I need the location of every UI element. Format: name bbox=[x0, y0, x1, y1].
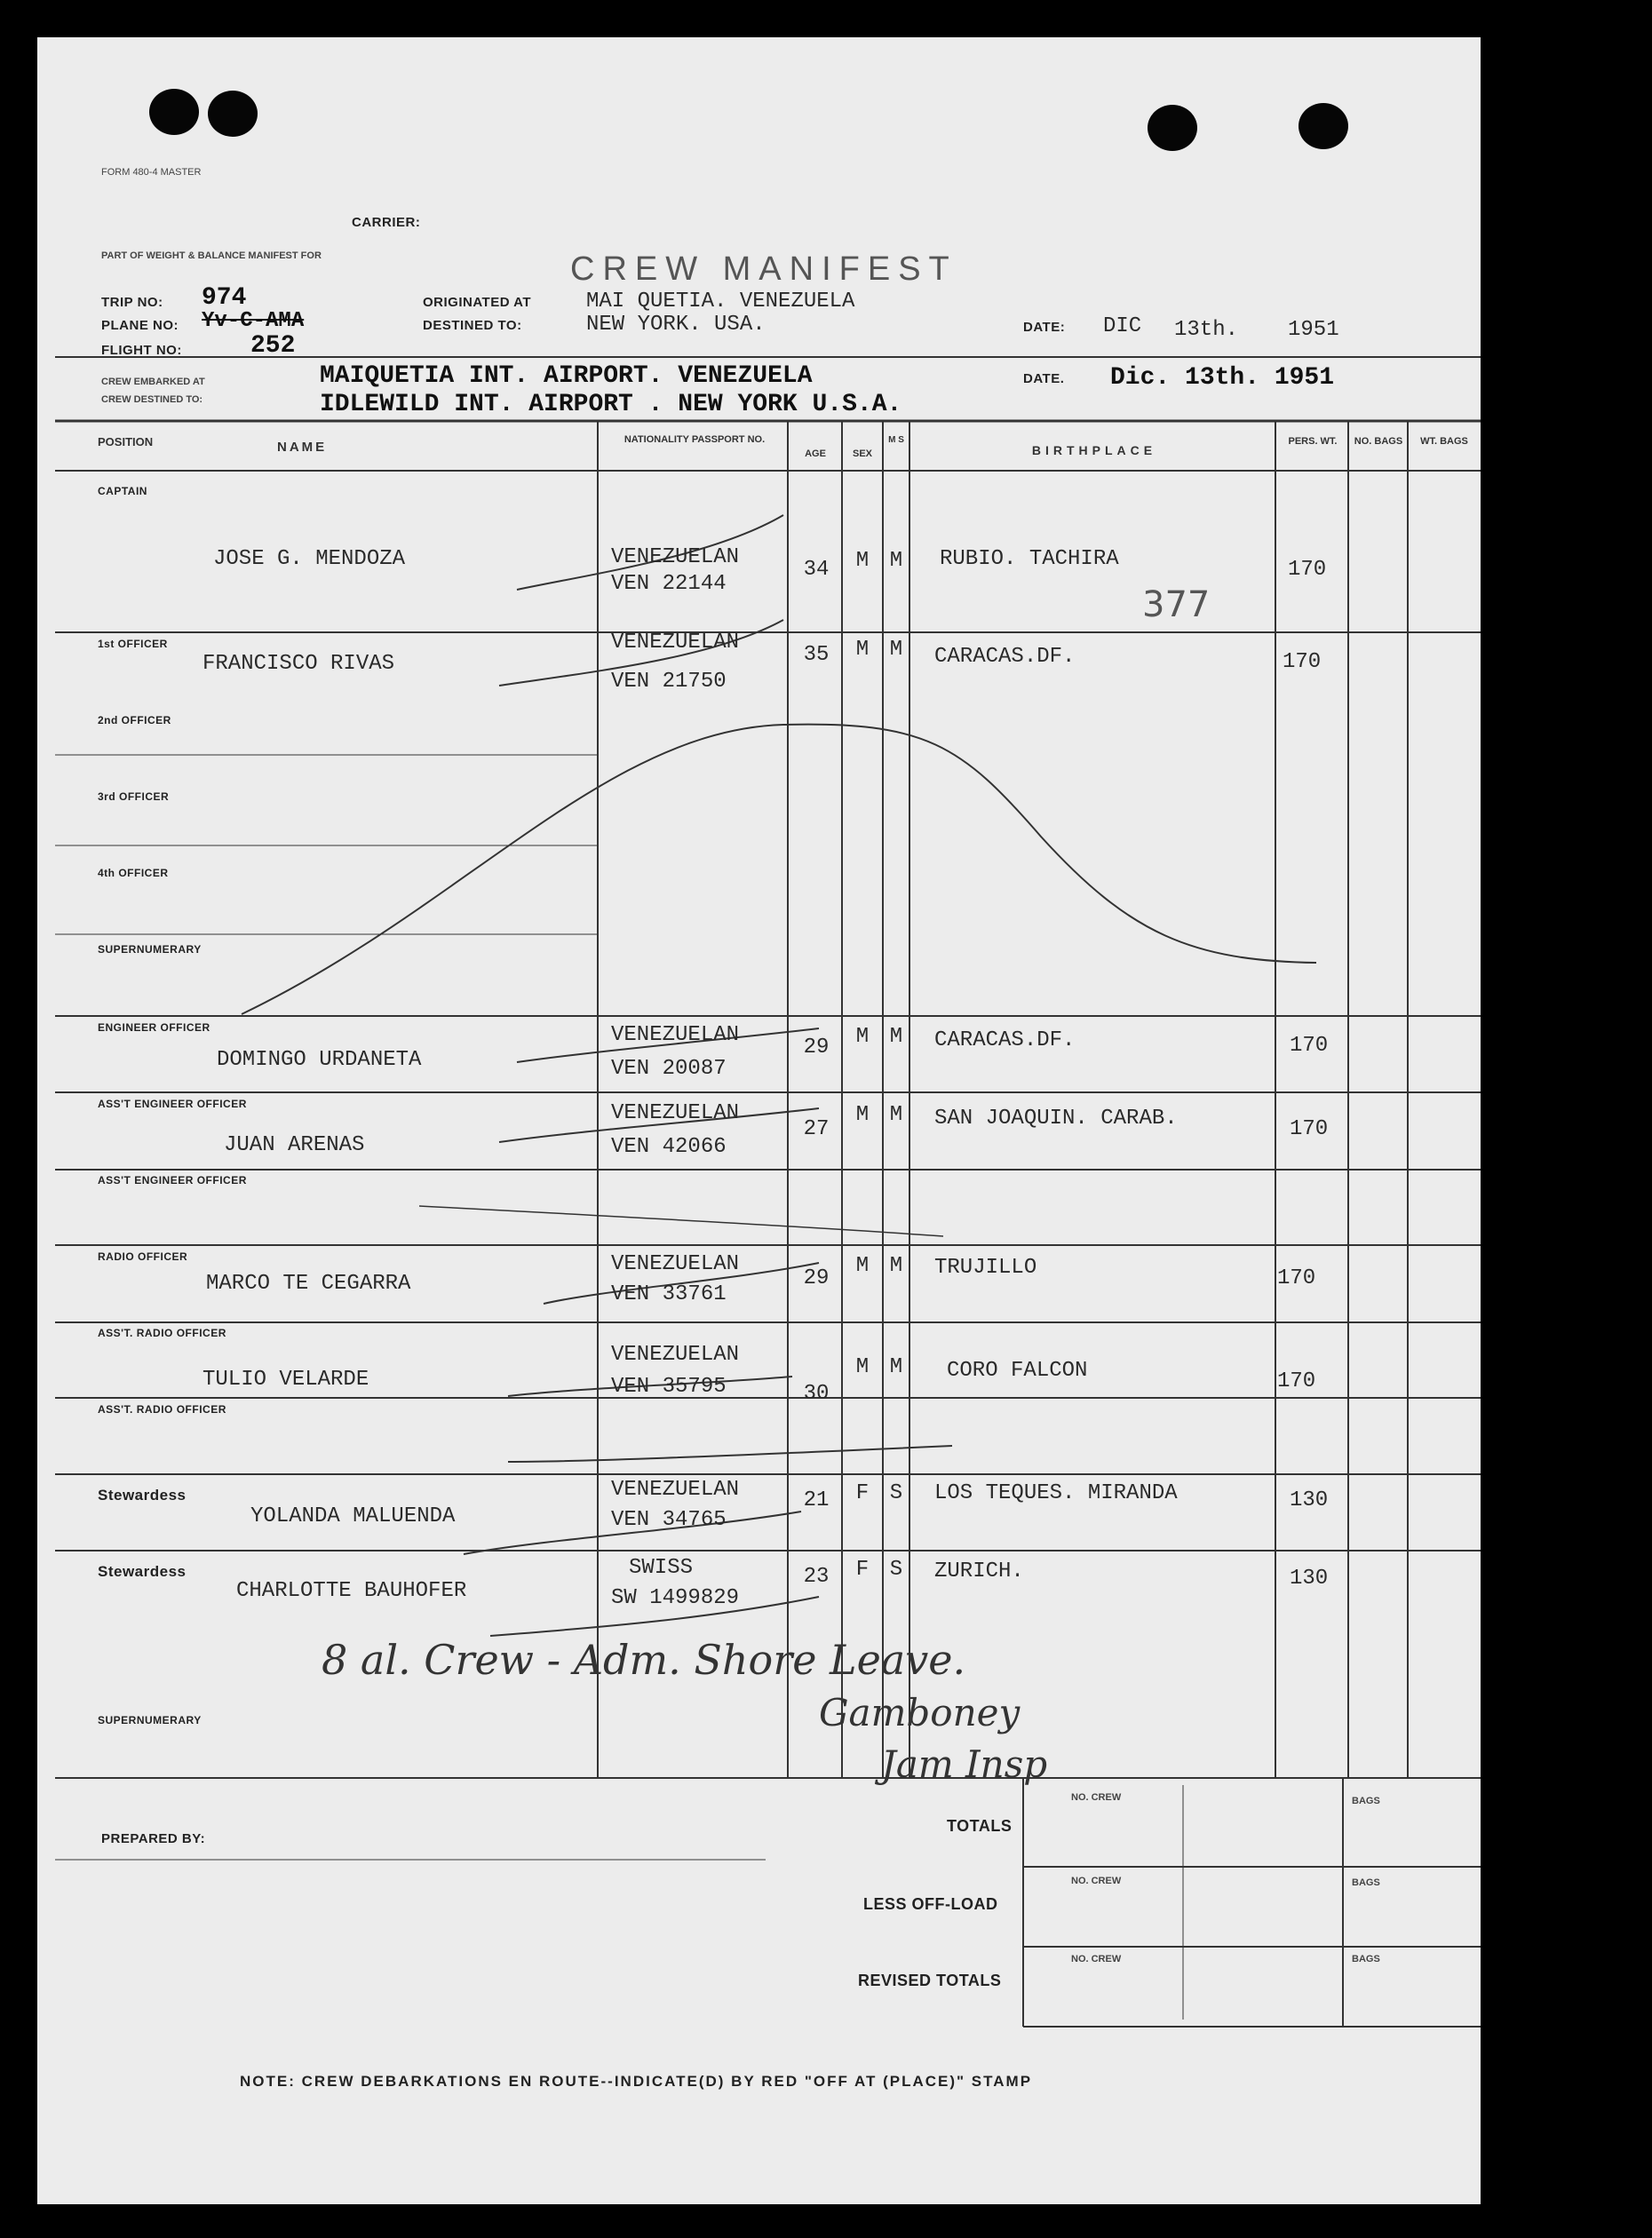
crew-pers-wt: 170 bbox=[1283, 650, 1322, 674]
position-label: 1st OFFICER bbox=[98, 638, 168, 650]
position-label: 2nd OFFICER bbox=[98, 714, 171, 726]
crew-birthplace: CORO FALCON bbox=[947, 1359, 1088, 1383]
revised-totals-label: REVISED TOTALS bbox=[858, 1972, 1002, 1989]
position-label: ASS'T ENGINEER OFFICER bbox=[98, 1098, 247, 1110]
crew-nationality: VENEZUELAN bbox=[611, 1252, 740, 1276]
crew-sex: F bbox=[855, 1558, 870, 1582]
position-label: ENGINEER OFFICER bbox=[98, 1021, 210, 1034]
bags-label: BAGS bbox=[1352, 1954, 1380, 1964]
crew-pers-wt: 170 bbox=[1277, 1266, 1316, 1290]
crew-marital: M bbox=[889, 1025, 903, 1049]
header-position: POSITION bbox=[98, 435, 154, 448]
crew-name: YOLANDA MALUENDA bbox=[250, 1504, 456, 1528]
position-label: ASS'T. RADIO OFFICER bbox=[98, 1403, 226, 1416]
flight-label: FLIGHT NO: bbox=[101, 343, 182, 358]
plane-label: PLANE NO: bbox=[101, 318, 179, 333]
crew-marital: M bbox=[889, 1355, 903, 1379]
crew-passport: VEN 34765 bbox=[611, 1508, 727, 1532]
crew-age: 35 bbox=[803, 643, 830, 667]
crew-nationality: VENEZUELAN bbox=[611, 631, 740, 655]
signature: Gamboney bbox=[819, 1691, 1021, 1734]
table-grid bbox=[37, 37, 1481, 2204]
date-month: DIC bbox=[1103, 314, 1142, 338]
crew-passport: VEN 21750 bbox=[611, 670, 727, 694]
crew-nationality: SWISS bbox=[629, 1556, 694, 1580]
handwritten-note: 8 al. Crew - Adm. Shore Leave. bbox=[322, 1636, 966, 1684]
crew-birthplace: ZURICH. bbox=[934, 1559, 1024, 1583]
crew-pers-wt: 170 bbox=[1277, 1369, 1316, 1393]
header-wt-bags: WT. BAGS bbox=[1420, 436, 1468, 447]
crew-name: MARCO TE CEGARRA bbox=[206, 1272, 411, 1296]
date-day: 13th. bbox=[1174, 318, 1239, 342]
header-birthplace: BIRTHPLACE bbox=[1031, 443, 1157, 457]
crew-passport: VEN 42066 bbox=[611, 1135, 727, 1159]
crew-manifest-page bbox=[37, 37, 1481, 2204]
header-age: AGE bbox=[805, 448, 826, 459]
crew-marital: M bbox=[889, 1103, 903, 1127]
crew-nationality: VENEZUELAN bbox=[611, 545, 740, 569]
crew-marital: M bbox=[889, 1254, 903, 1278]
trip-value: 974 bbox=[202, 284, 247, 312]
position-label: SUPERNUMERARY bbox=[98, 1714, 202, 1726]
header-nationality: NATIONALITY PASSPORT NO. bbox=[623, 434, 766, 445]
no-crew-label: NO. CREW bbox=[1071, 1954, 1122, 1964]
position-label: CAPTAIN bbox=[98, 485, 147, 497]
header-no-bags: NO. BAGS bbox=[1354, 436, 1403, 447]
date-year: 1951 bbox=[1288, 318, 1339, 342]
crew-birthplace: CARACAS.DF. bbox=[934, 645, 1076, 669]
date-label: DATE: bbox=[1023, 320, 1066, 335]
crew-sex: M bbox=[855, 549, 870, 573]
crew-marital: M bbox=[889, 638, 903, 662]
crew-name: JOSE G. MENDOZA bbox=[213, 547, 406, 571]
carrier-label: CARRIER: bbox=[352, 215, 421, 230]
no-crew-label: NO. CREW bbox=[1071, 1876, 1122, 1886]
destined-label: DESTINED TO: bbox=[423, 318, 522, 333]
crew-age: 23 bbox=[803, 1565, 830, 1589]
crew-age: 29 bbox=[803, 1036, 830, 1059]
flight-value: 252 bbox=[250, 332, 296, 360]
crew-pers-wt: 170 bbox=[1288, 558, 1327, 582]
originated-value: MAI QUETIA. VENEZUELA bbox=[586, 290, 855, 313]
crew-passport: VEN 33761 bbox=[611, 1282, 727, 1306]
crew-passport: VEN 22144 bbox=[611, 572, 727, 596]
crew-sex: M bbox=[855, 1103, 870, 1127]
crew-marital: M bbox=[889, 549, 903, 573]
crew-age: 21 bbox=[803, 1488, 830, 1512]
position-label: Stewardess bbox=[98, 1487, 187, 1504]
embarked-label: CREW EMBARKED AT bbox=[101, 377, 205, 387]
no-crew-label: NO. CREW bbox=[1071, 1792, 1122, 1803]
crew-sex: M bbox=[855, 638, 870, 662]
crew-name: TULIO VELARDE bbox=[203, 1368, 369, 1392]
header-sex: SEX bbox=[852, 448, 872, 459]
crew-age: 30 bbox=[803, 1382, 830, 1406]
crew-age: 27 bbox=[803, 1117, 830, 1141]
position-label: RADIO OFFICER bbox=[98, 1250, 188, 1263]
prepared-by-label: PREPARED BY: bbox=[101, 1831, 206, 1846]
crew-birthplace: RUBIO. TACHIRA bbox=[940, 547, 1119, 571]
handwritten-number: 377 bbox=[1142, 584, 1211, 625]
crew-passport: SW 1499829 bbox=[611, 1586, 740, 1610]
position-label: Stewardess bbox=[98, 1563, 187, 1580]
crew-birthplace: TRUJILLO bbox=[934, 1256, 1037, 1280]
crew-sex: F bbox=[855, 1481, 870, 1505]
bags-label: BAGS bbox=[1352, 1877, 1380, 1888]
embarked-value: MAIQUETIA INT. AIRPORT. VENEZUELA bbox=[320, 362, 813, 390]
crew-destined-value: IDLEWILD INT. AIRPORT . NEW YORK U.S.A. bbox=[320, 391, 902, 418]
trip-label: TRIP NO: bbox=[101, 295, 163, 310]
crew-nationality: VENEZUELAN bbox=[611, 1101, 740, 1125]
plane-value: Yv-C-AMA bbox=[202, 309, 305, 333]
bags-label: BAGS bbox=[1352, 1796, 1380, 1806]
totals-label: TOTALS bbox=[947, 1817, 1013, 1835]
crew-sex: M bbox=[855, 1254, 870, 1278]
date2-value: Dic. 13th. 1951 bbox=[1110, 364, 1335, 392]
crew-age: 34 bbox=[803, 558, 830, 582]
crew-birthplace: LOS TEQUES. MIRANDA bbox=[934, 1481, 1178, 1505]
crew-passport: VEN 20087 bbox=[611, 1057, 727, 1081]
crew-passport: VEN 35795 bbox=[611, 1375, 727, 1399]
crew-nationality: VENEZUELAN bbox=[611, 1023, 740, 1047]
crew-sex: M bbox=[855, 1355, 870, 1379]
crew-pers-wt: 170 bbox=[1290, 1117, 1329, 1141]
crew-marital: S bbox=[889, 1558, 903, 1582]
signature: Jam Insp bbox=[881, 1742, 1048, 1786]
header-name: NAME bbox=[277, 440, 328, 455]
crew-name: CHARLOTTE BAUHOFER bbox=[236, 1579, 467, 1603]
form-number: FORM 480-4 MASTER bbox=[101, 167, 202, 178]
part-of-label: PART OF WEIGHT & BALANCE MANIFEST FOR bbox=[101, 250, 322, 261]
page-title: CREW MANIFEST bbox=[570, 250, 957, 288]
originated-label: ORIGINATED AT bbox=[423, 295, 532, 310]
crew-destined-label: CREW DESTINED TO: bbox=[101, 394, 203, 405]
header-marital: M S bbox=[888, 435, 904, 445]
destined-value: NEW YORK. USA. bbox=[586, 313, 766, 337]
crew-pers-wt: 170 bbox=[1290, 1034, 1329, 1058]
position-label: SUPERNUMERARY bbox=[98, 943, 202, 956]
crew-name: DOMINGO URDANETA bbox=[217, 1048, 422, 1072]
crew-nationality: VENEZUELAN bbox=[611, 1343, 740, 1367]
crew-sex: M bbox=[855, 1025, 870, 1049]
footer-note: NOTE: CREW DEBARKATIONS EN ROUTE--INDICATE(D) BY RED "OFF AT (PLACE)" STAMP bbox=[240, 2073, 1033, 2090]
crew-name: JUAN ARENAS bbox=[224, 1133, 365, 1157]
position-label: 4th OFFICER bbox=[98, 867, 169, 879]
crew-age: 29 bbox=[803, 1266, 830, 1290]
crew-marital: S bbox=[889, 1481, 903, 1505]
date2-label: DATE. bbox=[1023, 371, 1065, 386]
crew-birthplace: SAN JOAQUIN. CARAB. bbox=[934, 1107, 1178, 1131]
less-offload-label: LESS OFF-LOAD bbox=[863, 1895, 998, 1913]
crew-pers-wt: 130 bbox=[1290, 1567, 1329, 1591]
position-label: ASS'T. RADIO OFFICER bbox=[98, 1327, 226, 1339]
header-pers-wt: PERS. WT. bbox=[1288, 436, 1338, 447]
position-label: ASS'T ENGINEER OFFICER bbox=[98, 1174, 247, 1186]
crew-birthplace: CARACAS.DF. bbox=[934, 1028, 1076, 1052]
crew-nationality: VENEZUELAN bbox=[611, 1478, 740, 1502]
crew-pers-wt: 130 bbox=[1290, 1488, 1329, 1512]
crew-name: FRANCISCO RIVAS bbox=[203, 652, 395, 676]
position-label: 3rd OFFICER bbox=[98, 790, 170, 803]
